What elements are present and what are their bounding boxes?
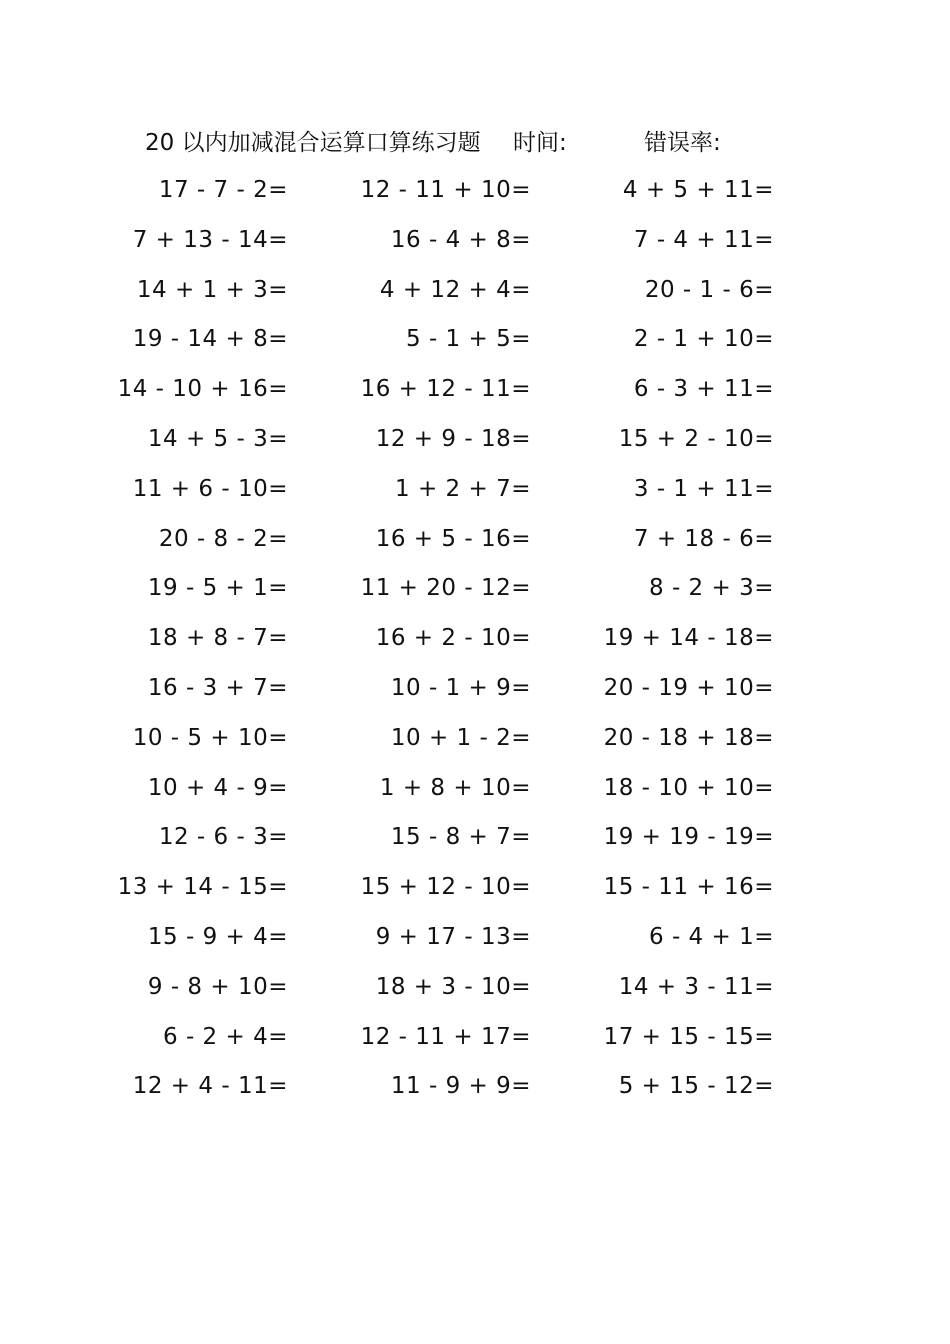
arithmetic-problem: 14 + 5 - 3=	[147, 426, 288, 452]
arithmetic-problem: 15 + 2 - 10=	[618, 426, 774, 452]
arithmetic-problem: 1 + 2 + 7=	[395, 475, 531, 502]
arithmetic-problem: 16 + 12 - 11=	[360, 376, 531, 403]
arithmetic-problem: 15 - 9 + 4=	[147, 924, 288, 950]
arithmetic-problem: 11 + 6 - 10=	[132, 475, 288, 502]
arithmetic-problem: 4 + 12 + 4=	[379, 276, 531, 303]
arithmetic-problem: 19 + 14 - 18=	[603, 625, 774, 652]
arithmetic-problem: 13 + 14 - 15=	[117, 874, 288, 901]
error-rate-label: 错误率:	[644, 130, 721, 156]
page-title: 20 以内加减混合运算口算练习题	[145, 130, 481, 156]
arithmetic-problem: 14 + 3 - 11=	[618, 973, 774, 1000]
arithmetic-problem: 16 - 3 + 7=	[147, 675, 288, 701]
arithmetic-problem: 10 - 1 + 9=	[390, 675, 531, 701]
arithmetic-problem: 15 + 12 - 10=	[360, 874, 531, 901]
arithmetic-problem: 9 + 17 - 13=	[375, 924, 531, 950]
arithmetic-problem: 11 - 9 + 9=	[390, 1073, 531, 1100]
arithmetic-problem: 7 + 13 - 14=	[132, 226, 288, 253]
arithmetic-problem: 12 - 6 - 3=	[158, 824, 288, 851]
arithmetic-problem: 19 - 14 + 8=	[132, 326, 288, 353]
arithmetic-problem: 6 - 3 + 11=	[633, 376, 774, 403]
arithmetic-problem: 18 + 8 - 7=	[147, 625, 288, 652]
arithmetic-problem: 12 + 4 - 11=	[132, 1073, 288, 1100]
arithmetic-problem: 8 - 2 + 3=	[649, 575, 774, 602]
arithmetic-problem: 9 - 8 + 10=	[147, 973, 288, 1000]
arithmetic-problem: 12 - 11 + 10=	[360, 177, 531, 203]
arithmetic-problem: 7 + 18 - 6=	[633, 525, 774, 552]
arithmetic-problem: 19 - 5 + 1=	[147, 575, 288, 602]
arithmetic-problem: 19 + 19 - 19=	[603, 824, 774, 851]
arithmetic-problem: 20 - 19 + 10=	[603, 675, 774, 701]
arithmetic-problem: 5 - 1 + 5=	[406, 326, 531, 353]
arithmetic-problem: 1 + 8 + 10=	[379, 774, 531, 801]
arithmetic-problem: 4 + 5 + 11=	[622, 177, 774, 203]
arithmetic-problem: 20 - 8 - 2=	[158, 525, 288, 552]
arithmetic-problem: 14 - 10 + 16=	[117, 376, 288, 403]
time-label: 时间:	[513, 130, 567, 156]
arithmetic-problem: 10 - 5 + 10=	[132, 724, 288, 751]
arithmetic-problem: 3 - 1 + 11=	[633, 475, 774, 502]
arithmetic-problem: 10 + 1 - 2=	[390, 724, 531, 751]
arithmetic-problem: 12 + 9 - 18=	[375, 426, 531, 452]
arithmetic-problem: 17 - 7 - 2=	[158, 177, 288, 203]
arithmetic-problem: 11 + 20 - 12=	[360, 575, 531, 602]
arithmetic-problem: 16 - 4 + 8=	[390, 226, 531, 253]
arithmetic-problem: 14 + 1 + 3=	[136, 276, 288, 303]
arithmetic-problem: 5 + 15 - 12=	[618, 1073, 774, 1100]
arithmetic-problem: 6 - 4 + 1=	[649, 924, 774, 950]
arithmetic-problem: 20 - 18 + 18=	[603, 724, 774, 751]
arithmetic-problem: 2 - 1 + 10=	[633, 326, 774, 353]
arithmetic-problem: 7 - 4 + 11=	[633, 226, 774, 253]
arithmetic-problem: 10 + 4 - 9=	[147, 774, 288, 801]
arithmetic-problem: 18 + 3 - 10=	[375, 973, 531, 1000]
arithmetic-problem: 20 - 1 - 6=	[644, 276, 774, 303]
arithmetic-problem: 15 - 8 + 7=	[390, 824, 531, 851]
arithmetic-problem: 16 + 2 - 10=	[375, 625, 531, 652]
arithmetic-problem: 6 - 2 + 4=	[163, 1023, 288, 1050]
arithmetic-problem: 15 - 11 + 16=	[603, 874, 774, 901]
arithmetic-problem: 12 - 11 + 17=	[360, 1023, 531, 1050]
arithmetic-problem: 18 - 10 + 10=	[603, 774, 774, 801]
arithmetic-problem: 17 + 15 - 15=	[603, 1023, 774, 1050]
arithmetic-problem: 16 + 5 - 16=	[375, 525, 531, 552]
